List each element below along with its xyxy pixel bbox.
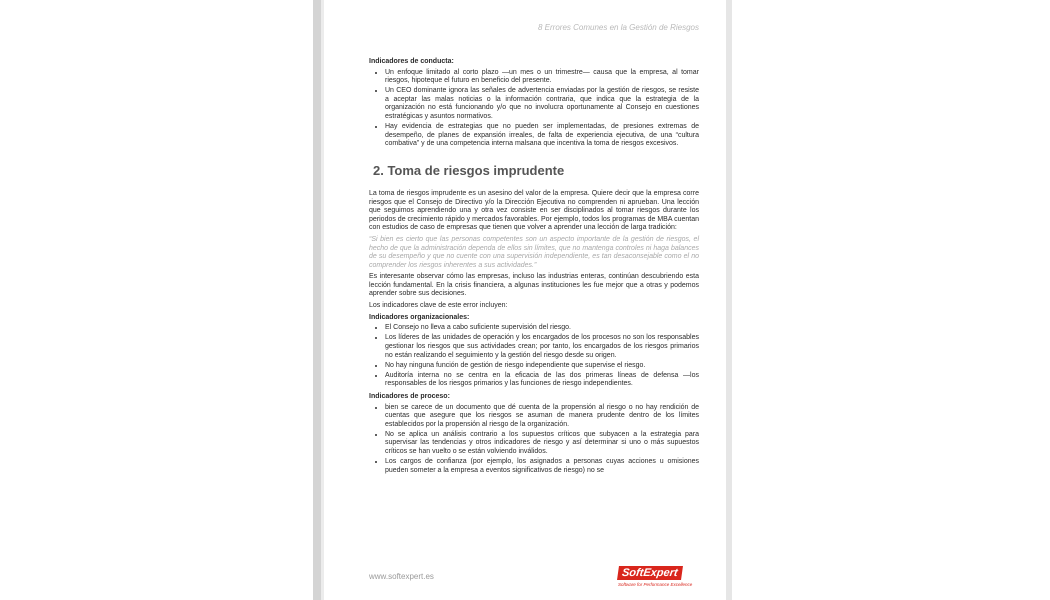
behavior-indicators-heading: Indicadores de conducta: <box>369 58 454 65</box>
logo-text: SoftExpert <box>617 566 683 580</box>
page-content <box>369 58 699 479</box>
list-item: • Los cargos de confianza (por ejemplo, los asignados a personas cuyas acciones u omisiones pueden someter a la empresa a eventos significativos de riesgo) no se <box>385 458 699 475</box>
observation-paragraph: Es interesante observar cómo las empresas, incluso las industrias enteras, continúan descubriendo esta lección fundamental. En la crisis financiera, a algunas instituciones les fue mejor que a otras y podemos aprender sobre sus decisiones. <box>369 273 699 298</box>
list-item: • El Consejo no lleva a cabo suficiente supervisión del riesgo. <box>385 324 699 333</box>
org-indicators-list <box>369 324 699 389</box>
process-indicators-list <box>369 404 699 476</box>
section-title: 2. Toma de riesgos imprudente <box>373 162 565 178</box>
org-indicators-heading: Indicadores organizacionales: <box>369 313 470 321</box>
page-header: 8 Errores Comunes en la Gestión de Riesgos <box>538 23 699 32</box>
page-right-edge <box>726 0 732 600</box>
list-item: • Un enfoque limitado al corto plazo —un mes o un trimestre— causa que la empresa, al tomar riesgos, hipoteque el futuro en beneficio del presente. <box>385 69 699 86</box>
softexpert-logo <box>618 563 698 587</box>
footer-url[interactable]: www.softexpert.es <box>369 572 434 581</box>
quote-paragraph: “Si bien es cierto que las personas competentes son un aspecto importante de la gestión de riesgos, el hecho de que la administración dependa de ellos sin límites, que no mantenga controles ni haga balances de su desempeño y que no cuente con una supervisión independiente, es tan desaconsejable como el no comprender los riesgos inherentes a sus actividades.” <box>369 235 699 269</box>
process-indicators-heading: Indicadores de proceso: <box>369 392 450 400</box>
intro-paragraph: La toma de riesgos imprudente es un asesino del valor de la empresa. Quiere decir que la empresa corre riesgos que el Consejo de Directivo y/o la Dirección Ejecutiva no comprenden ni aprueban. Una lección que seguimos aprendiendo una y otra vez consiste en ser disciplinados al tomar riesgos durante los periodos de crecimiento rápido y mercados favorables. Por ejemplo, todos los programas de MBA cuentan con estudios de caso de empresas que tienen que volver a aprender una lección de larga tradición: <box>369 189 699 232</box>
document-page <box>324 0 726 600</box>
list-item: • Auditoría interna no se centra en la eficacia de las dos primeras líneas de defensa —los responsables de los riesgos primarios y las funciones de riesgo independientes. <box>385 372 699 389</box>
behavior-indicators-list <box>369 69 699 149</box>
list-item: • Un CEO dominante ignora las señales de advertencia enviadas por la gestión de riesgos, se resiste a aceptar las malas noticias o la información contraria, que indica que la estrategia de la organización no está funcionando y/o que no involucra oportunamente al Consejo en cuestiones estratégicas y asuntos normativos. <box>385 87 699 121</box>
indicators-intro: Los indicadores clave de este error incluyen: <box>369 302 508 310</box>
logo-tagline: Software for Performance Excellence <box>618 582 693 587</box>
list-item: • No se aplica un análisis contrario a los supuestos críticos que subyacen a la estrategia para supervisar las tendencias y otros indicadores de riesgo y así determinar si uno o más supuestos críticos se han vuelto o se están volviendo inválidos. <box>385 431 699 457</box>
list-item: • Hay evidencia de estrategias que no pueden ser implementadas, de presiones extremas de desempeño, de planes de expansión irreales, de falta de experiencia ejecutiva, de una “cultura combativa” y de una competencia interna malsana que incentiva la toma de riesgos excesivos. <box>385 123 699 149</box>
list-item: • bien se carece de un documento que dé cuenta de la propensión al riesgo o no hay rendición de cuentas que asegure que los riesgos se asuman de manera prudente dentro de los límites establecidos por la propensión al riesgo de la organización. <box>385 404 699 430</box>
page-left-edge <box>313 0 321 600</box>
list-item: • Los líderes de las unidades de operación y los encargados de los procesos no son los responsables gestionar los riesgos que sus actividades crean; por tanto, los encargados de los riesgos primarios no están realizando el seguimiento y la gestión del riesgo desde su origen. <box>385 334 699 360</box>
list-item: • No hay ninguna función de gestión de riesgo independiente que supervise el riesgo. <box>385 362 699 371</box>
